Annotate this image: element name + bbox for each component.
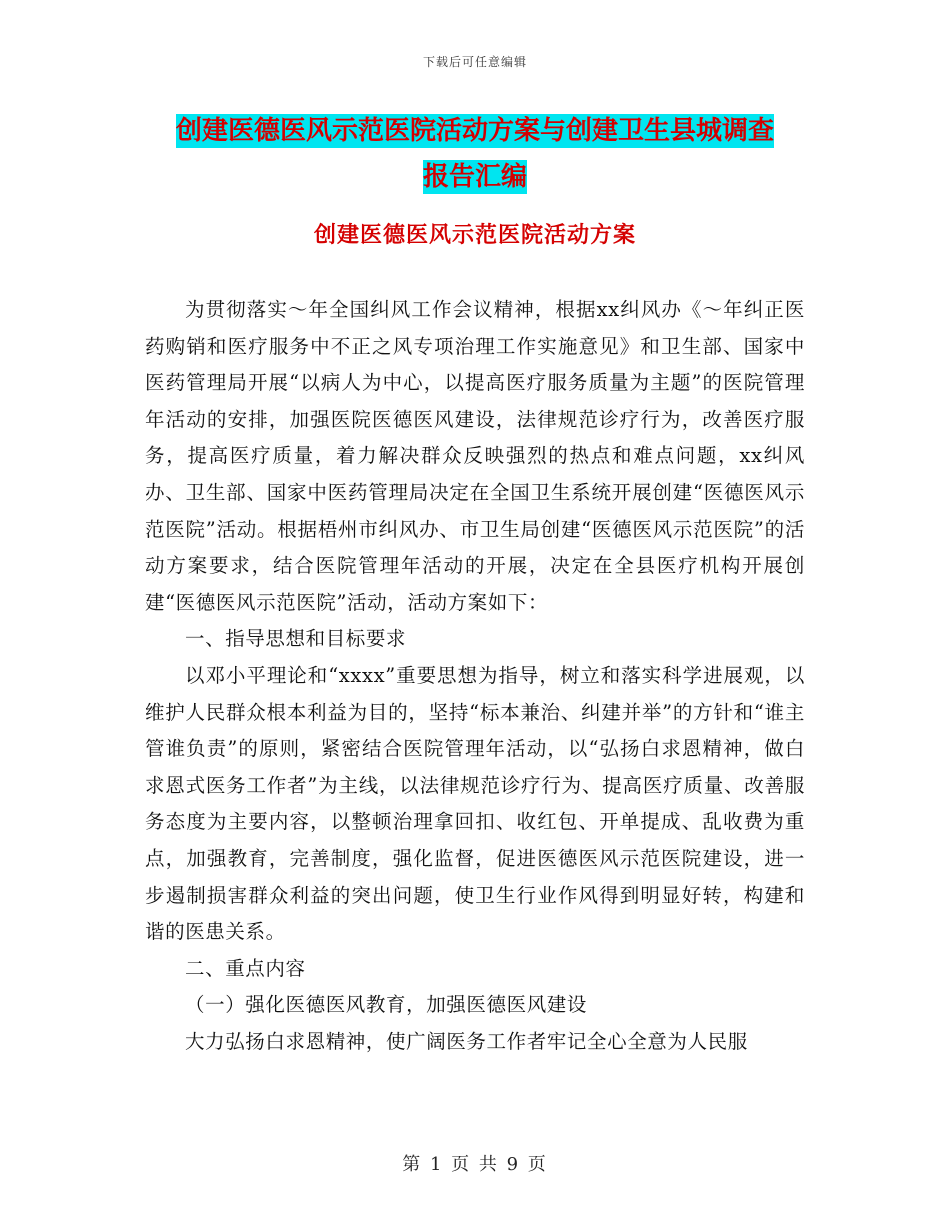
- main-title-line-2: 报告汇编: [422, 162, 527, 192]
- body-text: [145, 292, 805, 1060]
- page-number-footer: 第 1 页 共 9 页: [402, 1154, 548, 1175]
- paragraph-intro: 为贯彻落实～年全国纠风工作会议精神，根据xx纠风办《～年纠正医药购销和医疗服务中不正之风专项治理工作实施意见》和卫生部、国家中医药管理局开展“以病人为中心，以提高医疗服务质量为主题”的医院管理年活动的安排，加强医院医德医风建设，法律规范诊疗行为，改善医疗服务，提高医疗质量，着力解决群众反映强烈的热点和难点问题，xx纠风办、卫生部、国家中医药管理局决定在全国卫生系统开展创建“医德医风示范医院”活动。根据梧州市纠风办、市卫生局创建“医德医风示范医院”的活动方案要求，结合医院管理年活动的开展，决定在全县医疗机构开展创建“医德医风示范医院”活动，活动方案如下：: [145, 298, 805, 614]
- section-title: 创建医德医风示范医院活动方案: [313, 223, 636, 248]
- subheading-education: （一）强化医德医风教育，加强医德医风建设: [185, 993, 588, 1017]
- paragraph-guiding-ideology: 以邓小平理论和“xxxx”重要思想为指导，树立和落实科学进展观，以维护人民群众根本利益为目的，坚持“标本兼治、纠建并举”的方针和“谁主管谁负责”的原则，紧密结合医院管理年活动，以“弘扬白求恩精神，做白求恩式医务工作者”为主线，以法律规范诊疗行为、提高医疗质量、改善服务态度为主要内容，以整顿治理拿回扣、收红包、开单提成、乱收费为重点，加强教育，完善制度，强化监督，促进医德医风示范医院建设，进一步遏制损害群众利益的突出问题，使卫生行业作风得到明显好转，构建和谐的医患关系。: [145, 663, 805, 944]
- heading-guiding-ideology: 一、指导思想和目标要求: [185, 627, 407, 651]
- paragraph-education: 大力弘扬白求恩精神，使广阔医务工作者牢记全心全意为人民服: [185, 1029, 748, 1053]
- main-title-line-1: 创建医德医风示范医院活动方案与创建卫生县城调查: [175, 116, 774, 146]
- heading-key-content: 二、重点内容: [185, 956, 306, 980]
- header-note: 下载后可任意编辑: [422, 55, 527, 69]
- main-title: [145, 108, 805, 200]
